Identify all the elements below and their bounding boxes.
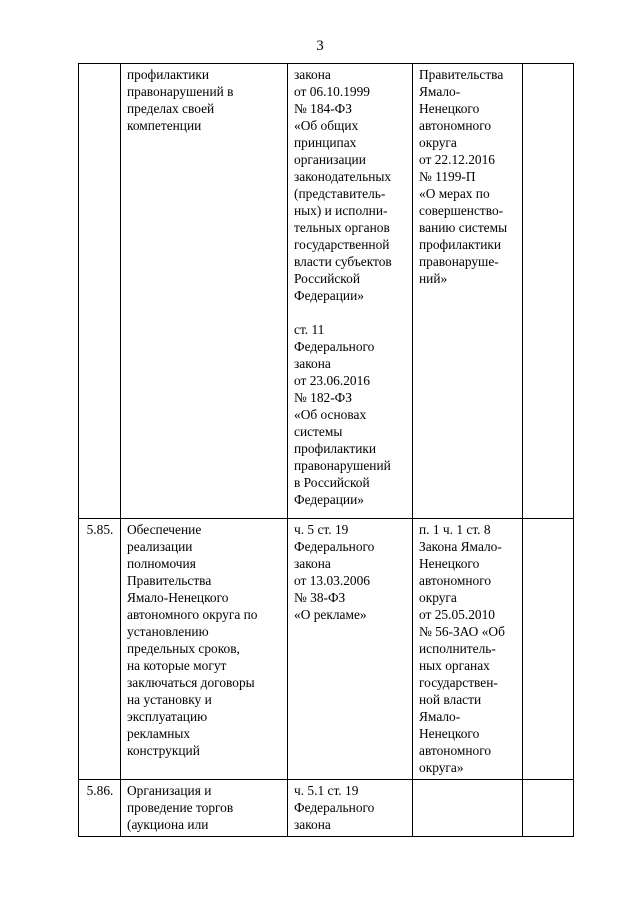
activity-cell: Организация и проведение торгов (аукциона или xyxy=(121,780,288,837)
federal-basis-cell: закона от 06.10.1999 № 184-ФЗ «Об общих принципах организации законодательных (представитель- ных) и исполни- тельных органов государственной власти субъектов Российской Федерации» ст. 11 Федерального закона от 23.06.2016 № 182-ФЗ «Об основах системы профилактики правонарушений в Российской Федерации» xyxy=(288,64,413,519)
federal-basis-cell: ч. 5 ст. 19 Федерального закона от 13.03.2006 № 38-ФЗ «О рекламе» xyxy=(288,519,413,780)
page-number: 3 xyxy=(316,38,324,54)
table-row xyxy=(79,519,574,780)
notes-cell xyxy=(523,780,574,837)
regional-basis-cell: Правительства Ямало- Ненецкого автономного округа от 22.12.2016 № 1199-П «О мерах по совершенство- ванию системы профилактики правонаруше- ний» xyxy=(413,64,523,519)
activity-cell: профилактики правонарушений в пределах своей компетенции xyxy=(121,64,288,519)
regional-basis-cell xyxy=(413,780,523,837)
regional-basis-cell: п. 1 ч. 1 ст. 8 Закона Ямало- Ненецкого автономного округа от 25.05.2010 № 56-ЗАО «Об исполнитель- ных органах государствен- ной власти Ямало- Ненецкого автономного округа» xyxy=(413,519,523,780)
activity-cell: Обеспечение реализации полномочия Правительства Ямало-Ненецкого автономного округа по установлению предельных сроков, на которые могут заключаться договоры на установку и эксплуатацию рекламных конструкций xyxy=(121,519,288,780)
notes-cell xyxy=(523,519,574,780)
federal-basis-cell: ч. 5.1 ст. 19 Федерального закона xyxy=(288,780,413,837)
table-row xyxy=(79,780,574,837)
row-number-cell: 5.86. xyxy=(79,780,121,837)
table-row xyxy=(79,64,574,519)
row-number-cell xyxy=(79,64,121,519)
notes-cell xyxy=(523,64,574,519)
legal-basis-table xyxy=(78,63,574,837)
row-number-cell: 5.85. xyxy=(79,519,121,780)
